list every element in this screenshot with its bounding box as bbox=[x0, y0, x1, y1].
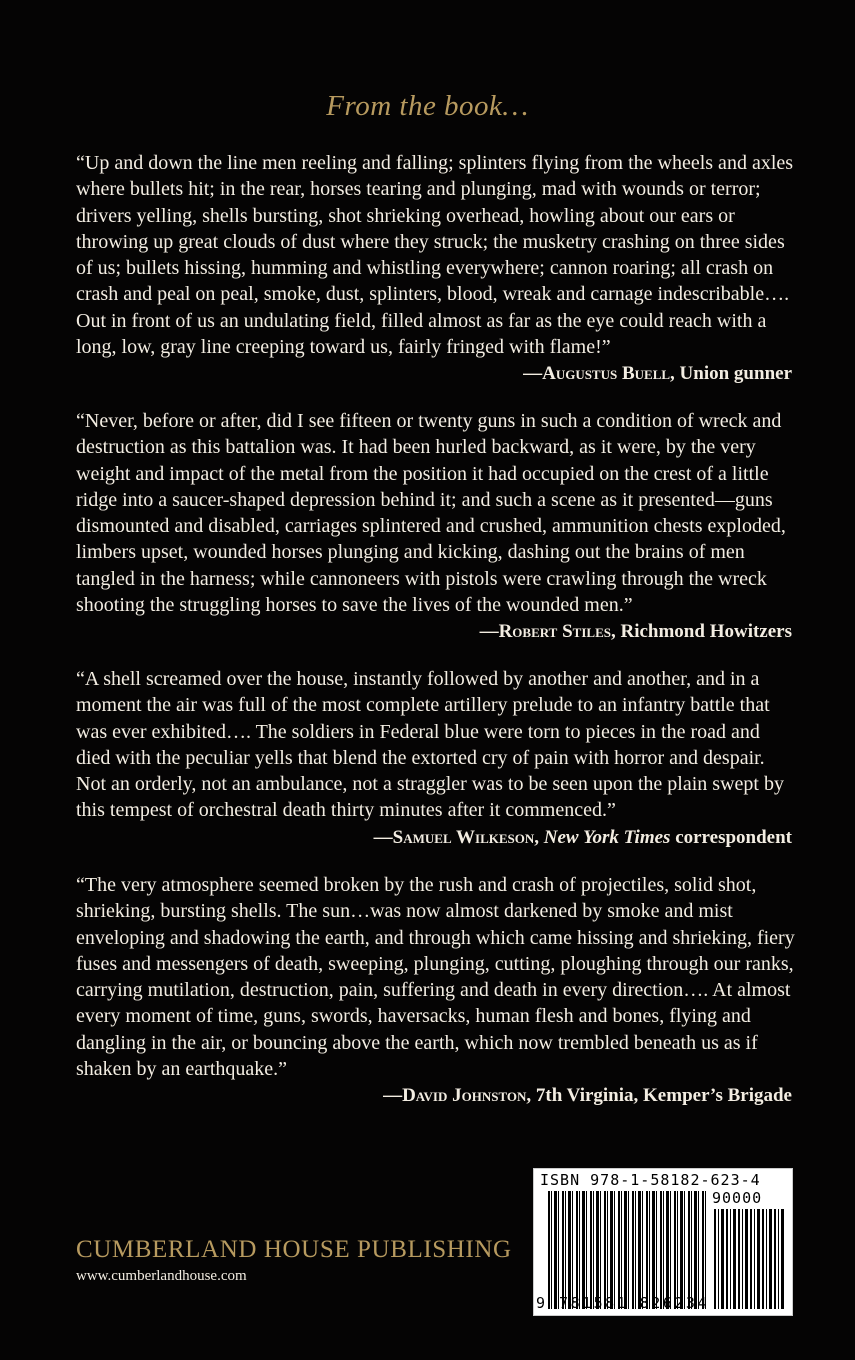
attribution-role: , 7th Virginia, Kemper’s Brigade bbox=[526, 1085, 792, 1107]
quote-attribution bbox=[76, 363, 798, 385]
attribution-role: , Union gunner bbox=[670, 363, 792, 385]
quote-text: “The very atmosphere seemed broken by the rush and crash of projectiles, solid shot, shrieking, bursting shells. The sun…was now almost darkened by smoke and mist enveloping and shadowing the earth, and through which came hissing and shrieking, fiery fuses and messengers of death, sweeping, plunging, cutting, ploughing through our ranks, carrying mutilation, destruction, pain, suffering and death in every direction…. At almost every moment of time, guns, swords, haversacks, human flesh and bones, flying and dangling in the air, or bouncing above the earth, which now trembled beneath us as if shaken by an earthquake.” bbox=[76, 874, 795, 1081]
publisher-name: CUMBERLAND HOUSE PUBLISHING bbox=[76, 1236, 512, 1263]
quote-attribution bbox=[76, 1085, 798, 1107]
attribution-role: correspondent bbox=[670, 826, 792, 848]
attribution-dash: — bbox=[373, 826, 393, 848]
attribution-publication: New York Times bbox=[543, 826, 671, 848]
ean-digits: 9 781581 826234 bbox=[536, 1294, 709, 1312]
price-addon-digits: 90000 bbox=[712, 1189, 763, 1207]
quote-text: “Up and down the line men reeling and falling; splinters flying from the wheels and axles where bullets hit; in the rear, horses tearing and plunging, mad with wounds or terror; drivers yelling, shells bursting, shot shrieking overhead, howling about our ears or throwing up great clouds of dust where they struck; the musketry crashing on three sides of us; bullets hissing, humming and whistling everywhere; cannon roaring; all crash on crash and peal on peal, smoke, dust, splinters, blood, wreak and carnage indescribable…. Out in front of us an undulating field, filled almost as far as the eye could reach with a long, low, gray line creeping toward us, fairly fringed with flame!” bbox=[76, 152, 794, 359]
addon-bars bbox=[714, 1209, 784, 1309]
ean-bars bbox=[548, 1191, 708, 1309]
quote-attribution bbox=[76, 621, 798, 643]
quote-block bbox=[76, 872, 798, 1107]
section-heading: From the book… bbox=[326, 90, 529, 122]
attribution-name: Augustus Buell bbox=[542, 363, 671, 385]
attribution-dash: — bbox=[479, 621, 499, 643]
attribution-name: Robert Stiles bbox=[498, 621, 611, 643]
quote-attribution: —Samuel Wilkeson, New York Times correspondent bbox=[373, 826, 792, 848]
isbn-barcode bbox=[533, 1168, 793, 1316]
quote-block bbox=[76, 150, 798, 385]
attribution-name: Samuel Wilkeson bbox=[392, 826, 535, 848]
publisher-website: www.cumberlandhouse.com bbox=[76, 1268, 247, 1284]
quote-block bbox=[76, 408, 798, 643]
attribution-name: David Johnston bbox=[402, 1085, 527, 1107]
attribution-role: , Richmond Howitzers bbox=[610, 621, 792, 643]
quote-text: “A shell screamed over the house, instantly followed by another and another, and in a moment the air was full of the most complete artillery prelude to an infantry battle that was ever exhibited…. The soldiers in Federal blue were torn to pieces in the road and died with the peculiar yells that blend the extorted cry of pain with horror and despair. Not an orderly, not an ambulance, not a straggler was to be seen upon the plain swept by this tempest of orchestral death thirty minutes after it commenced.” bbox=[76, 668, 784, 822]
attribution-dash: — bbox=[523, 363, 543, 385]
quote-text: “Never, before or after, did I see fifteen or twenty guns in such a condition of wreck and destruction as this battalion was. It had been hurled backward, as it were, by the very weight and impact of the metal from the position it had occupied on the crest of a little ridge into a saucer-shaped depression behind it; and such a scene as it presented—guns dismounted and disabled, carriages splintered and crushed, ammunition chests exploded, limbers upset, wounded horses plunging and kicking, dashing out the brains of men tangled in the harness; while cannoneers with pistols were crawling through the wreck shooting the struggling horses to save the lives of the wounded men.” bbox=[76, 410, 786, 617]
isbn-text: ISBN 978-1-58182-623-4 bbox=[540, 1171, 761, 1189]
quote-block bbox=[76, 666, 798, 849]
attribution-dash: — bbox=[383, 1085, 403, 1107]
